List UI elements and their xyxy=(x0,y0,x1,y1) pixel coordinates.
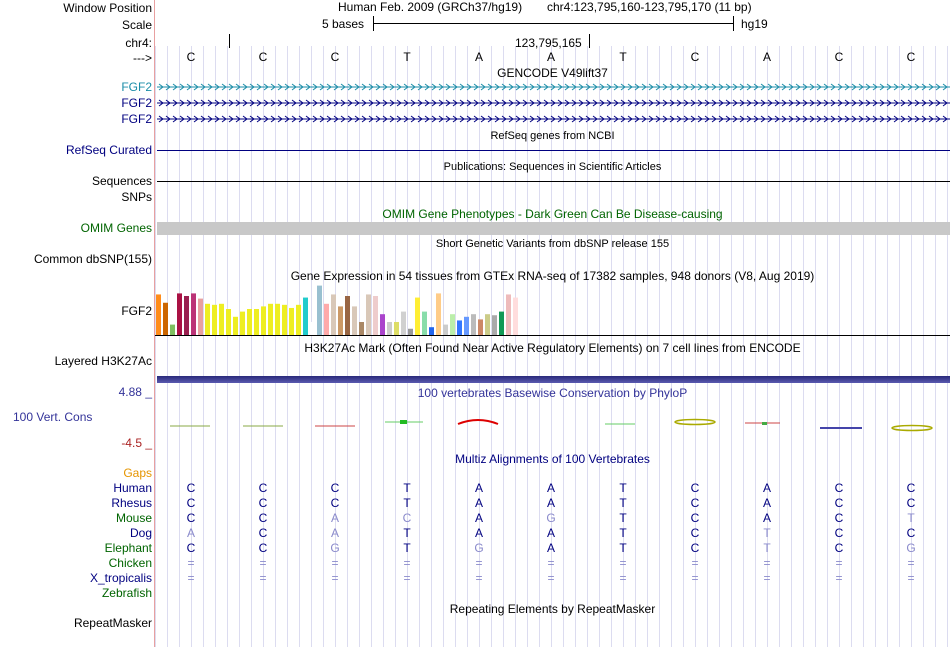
gtex-tissue-bar[interactable] xyxy=(156,294,161,335)
alignment-base: G xyxy=(474,541,484,555)
gtex-tissue-bar[interactable] xyxy=(436,293,441,335)
gtex-tissue-bar[interactable] xyxy=(219,304,224,335)
gtex-tissue-bar[interactable] xyxy=(513,298,518,335)
scale-bar-right-tick xyxy=(733,16,734,31)
gtex-tissue-bar[interactable] xyxy=(499,312,504,335)
reference-base: T xyxy=(619,50,627,64)
gtex-tissue-bar[interactable] xyxy=(170,325,175,335)
scale-bar-left-tick xyxy=(373,16,374,31)
alignment-base: = xyxy=(547,556,555,570)
species-label-zebrafish[interactable]: Zebrafish xyxy=(101,586,152,600)
reference-base: A xyxy=(474,50,483,64)
gtex-tissue-bar[interactable] xyxy=(394,322,399,335)
alignment-base: T xyxy=(763,526,771,540)
gtex-tissue-bar[interactable] xyxy=(485,314,490,335)
h3k27ac-title: H3K27Ac Mark (Often Found Near Active Regulatory Elements) on 7 cell lines from ENCODE xyxy=(304,341,801,355)
gtex-tissue-bar[interactable] xyxy=(198,299,203,335)
alignment-base: T xyxy=(619,481,627,495)
region-text: chr4:123,795,160-123,795,170 (11 bp) xyxy=(547,0,752,14)
window-position-label: Window Position xyxy=(63,1,152,15)
species-label-x_tropicalis[interactable]: X_tropicalis xyxy=(89,571,152,585)
alignment-base: C xyxy=(258,481,268,495)
reference-base: C xyxy=(258,50,268,64)
alignment-base: A xyxy=(474,526,483,540)
phylop-title: 100 vertebrates Basewise Conservation by PhyloP xyxy=(417,386,688,400)
gtex-tissue-bar[interactable] xyxy=(338,306,343,335)
alignment-base: A xyxy=(546,481,555,495)
alignment-base: = xyxy=(619,571,627,585)
gencode-label-1[interactable]: FGF2 xyxy=(121,80,152,94)
gtex-tissue-bar[interactable] xyxy=(366,294,371,335)
species-label-dog[interactable]: Dog xyxy=(129,526,152,540)
gtex-tissue-bar[interactable] xyxy=(380,314,385,335)
omim-title: OMIM Gene Phenotypes - Dark Green Can Be Disease-causing xyxy=(382,207,723,221)
alignment-base: T xyxy=(619,496,627,510)
phylop-min-label: -4.5 _ xyxy=(121,436,152,450)
alignment-base: = xyxy=(691,571,699,585)
alignment-base: T xyxy=(619,511,627,525)
gtex-tissue-bar[interactable] xyxy=(429,327,434,335)
gtex-tissue-bar[interactable] xyxy=(191,293,196,335)
alignment-base: A xyxy=(546,496,555,510)
phylop-max-label: 4.88 _ xyxy=(118,385,152,399)
gtex-tissue-bar[interactable] xyxy=(233,317,238,335)
gtex-tissue-bar[interactable] xyxy=(240,312,245,335)
gtex-tissue-bar[interactable] xyxy=(275,304,280,335)
reference-base: C xyxy=(330,50,340,64)
repeatmasker-label[interactable]: RepeatMasker xyxy=(73,616,152,630)
alignment-base: A xyxy=(762,481,771,495)
reference-base: C xyxy=(690,50,700,64)
alignment-base: T xyxy=(907,511,915,525)
phylop-signal[interactable] xyxy=(155,410,950,440)
gtex-tissue-bar[interactable] xyxy=(331,294,336,335)
refseq-title: RefSeq genes from NCBI xyxy=(490,130,615,142)
gtex-tissue-bar[interactable] xyxy=(345,296,350,335)
gencode-title: GENCODE V49lift37 xyxy=(497,66,608,80)
gtex-tissue-bar[interactable] xyxy=(373,296,378,335)
alignment-base: = xyxy=(907,556,915,570)
dbsnp-title: Short Genetic Variants from dbSNP release 155 xyxy=(435,238,670,250)
species-label-elephant[interactable]: Elephant xyxy=(104,541,152,555)
alignment-base: = xyxy=(403,571,411,585)
refseq-feature[interactable] xyxy=(157,150,950,151)
alignment-base: C xyxy=(258,496,268,510)
alignment-base: = xyxy=(187,571,195,585)
alignment-base: A xyxy=(546,526,555,540)
alignment-base: C xyxy=(834,526,844,540)
omim-label[interactable]: OMIM Genes xyxy=(80,221,152,235)
gtex-tissue-bar[interactable] xyxy=(478,319,483,335)
refseq-label[interactable]: RefSeq Curated xyxy=(65,143,152,157)
alignment-base: = xyxy=(331,556,339,570)
alignment-base: A xyxy=(186,526,195,540)
alignment-base: C xyxy=(330,481,340,495)
gtex-tissue-bar[interactable] xyxy=(247,309,252,335)
gtex-tissue-bar[interactable] xyxy=(310,322,315,335)
alignment-base: = xyxy=(691,556,699,570)
alignment-base: T xyxy=(763,541,771,555)
publications-feature[interactable] xyxy=(157,181,950,182)
gtex-baseline xyxy=(155,335,950,336)
repeatmasker-title: Repeating Elements by RepeatMasker xyxy=(449,602,656,616)
assembly-text: Human Feb. 2009 (GRCh37/hg19) xyxy=(338,0,523,14)
alignment-base: A xyxy=(330,526,339,540)
alignment-base: T xyxy=(403,526,411,540)
gtex-tissue-bar[interactable] xyxy=(261,306,266,335)
alignment-base: C xyxy=(186,541,196,555)
gencode-transcript-1[interactable] xyxy=(157,83,950,91)
alignment-base: T xyxy=(403,541,411,555)
alignment-base: = xyxy=(835,556,843,570)
alignment-base: A xyxy=(474,496,483,510)
gencode-transcript-2[interactable] xyxy=(157,99,950,107)
gencode-label-2[interactable]: FGF2 xyxy=(121,96,152,110)
gtex-tissue-bar[interactable] xyxy=(401,312,406,335)
alignment-base: C xyxy=(906,496,916,510)
alignment-base: C xyxy=(834,496,844,510)
alignment-base: T xyxy=(619,526,627,540)
reference-base: C xyxy=(906,50,916,64)
scale-label: Scale xyxy=(121,18,152,32)
gtex-tissue-bar[interactable] xyxy=(324,304,329,335)
alignment-base: G xyxy=(546,511,556,525)
gtex-tissue-bar[interactable] xyxy=(492,315,497,335)
alignment-base: = xyxy=(763,556,771,570)
alignment-base: C xyxy=(834,511,844,525)
alignment-base: C xyxy=(258,526,268,540)
alignment-base: C xyxy=(186,481,196,495)
alignment-base: = xyxy=(835,571,843,585)
gtex-tissue-bar[interactable] xyxy=(471,314,476,335)
gaps-label: Gaps xyxy=(123,466,152,480)
gtex-tissue-bar[interactable] xyxy=(205,304,210,335)
alignment-base: = xyxy=(331,571,339,585)
chrom-label: chr4: xyxy=(125,36,152,50)
alignment-base: C xyxy=(906,526,916,540)
alignment-base: = xyxy=(475,556,483,570)
alignment-base: = xyxy=(547,571,555,585)
phylop-label[interactable]: 100 Vert. Cons xyxy=(13,410,93,424)
gtex-tissue-bar[interactable] xyxy=(464,317,469,335)
alignment-base: G xyxy=(330,541,340,555)
species-label-mouse[interactable]: Mouse xyxy=(115,511,152,525)
alignment-base: G xyxy=(906,541,916,555)
species-label-human[interactable]: Human xyxy=(113,481,152,495)
gencode-label-3[interactable]: FGF2 xyxy=(121,112,152,126)
gtex-tissue-bar[interactable] xyxy=(317,286,322,335)
species-label-rhesus[interactable]: Rhesus xyxy=(111,496,152,510)
alignment-base: C xyxy=(402,511,412,525)
gtex-bar-chart[interactable] xyxy=(155,282,535,336)
gtex-tissue-bar[interactable] xyxy=(352,306,357,335)
alignment-base: T xyxy=(403,496,411,510)
gtex-tissue-bar[interactable] xyxy=(415,298,420,335)
position-tick-mark xyxy=(589,34,590,48)
gtex-tissue-bar[interactable] xyxy=(184,296,189,335)
dbsnp-label[interactable]: Common dbSNP(155) xyxy=(33,252,152,266)
publications-label[interactable]: Sequences xyxy=(91,174,152,188)
alignment-base: A xyxy=(474,511,483,525)
track-labels xyxy=(0,0,154,647)
alignment-base: C xyxy=(906,481,916,495)
gtex-tissue-bar[interactable] xyxy=(506,294,511,335)
gencode-transcript-3[interactable] xyxy=(157,115,950,123)
alignment-base: = xyxy=(475,571,483,585)
gtex-label[interactable]: FGF2 xyxy=(121,304,152,318)
gtex-tissue-bar[interactable] xyxy=(387,322,392,335)
alignment-base: A xyxy=(474,481,483,495)
h3k27ac-signal-bar[interactable] xyxy=(157,376,950,383)
alignment-base: = xyxy=(763,571,771,585)
gtex-tissue-bar[interactable] xyxy=(457,320,462,335)
alignment-base: = xyxy=(259,556,267,570)
db-text: hg19 xyxy=(741,17,768,31)
alignment-base: A xyxy=(762,511,771,525)
scale-text: 5 bases xyxy=(322,17,365,31)
alignment-base: C xyxy=(834,481,844,495)
alignment-base: A xyxy=(762,496,771,510)
alignment-base: C xyxy=(690,496,700,510)
alignment-base: C xyxy=(186,496,196,510)
alignment-base: C xyxy=(690,481,700,495)
gtex-tissue-bar[interactable] xyxy=(268,304,273,335)
alignment-base: C xyxy=(834,541,844,555)
alignment-base: T xyxy=(403,481,411,495)
alignment-base: T xyxy=(619,541,627,555)
gtex-tissue-bar[interactable] xyxy=(163,303,168,335)
gtex-tissue-bar[interactable] xyxy=(212,305,217,335)
alignment-base: = xyxy=(907,571,915,585)
alignment-base: A xyxy=(330,511,339,525)
gtex-tissue-bar[interactable] xyxy=(177,293,182,335)
gtex-tissue-bar[interactable] xyxy=(296,305,301,335)
alignment-base: = xyxy=(187,556,195,570)
gtex-tissue-bar[interactable] xyxy=(422,312,427,335)
alignment-base: C xyxy=(690,541,700,555)
reference-base: A xyxy=(546,50,555,64)
gtex-tissue-bar[interactable] xyxy=(289,308,294,335)
position-tick-left xyxy=(229,34,230,48)
h3k27ac-label[interactable]: Layered H3K27Ac xyxy=(54,354,152,368)
gtex-tissue-bar[interactable] xyxy=(450,314,455,335)
alignment-base: C xyxy=(330,496,340,510)
alignment-base: C xyxy=(258,511,268,525)
reference-base: A xyxy=(762,50,771,64)
alignment-base: A xyxy=(546,541,555,555)
snps-label[interactable]: SNPs xyxy=(121,190,152,204)
omim-feature-bar[interactable] xyxy=(157,222,950,235)
alignment-base: C xyxy=(186,511,196,525)
alignment-base: C xyxy=(690,526,700,540)
gtex-tissue-bar[interactable] xyxy=(282,305,287,335)
alignment-base: = xyxy=(403,556,411,570)
gtex-tissue-bar[interactable] xyxy=(254,309,259,335)
gtex-title: Gene Expression in 54 tissues from GTEx RNA-seq of 17382 samples, 948 donors (V8, Aug 2019) xyxy=(290,269,815,283)
position-tick-label: 123,795,165 xyxy=(515,36,582,50)
alignment-base: C xyxy=(690,511,700,525)
gtex-tissue-bar[interactable] xyxy=(303,298,308,335)
scale-bar xyxy=(373,23,733,24)
alignment-base: = xyxy=(259,571,267,585)
multiz-title: Multiz Alignments of 100 Vertebrates xyxy=(455,452,650,466)
strand-label: ---> xyxy=(133,51,152,65)
reference-base: C xyxy=(186,50,196,64)
reference-base: C xyxy=(834,50,844,64)
alignment-base: = xyxy=(619,556,627,570)
publications-title: Publications: Sequences in Scientific Articles xyxy=(443,161,662,173)
alignment-base: C xyxy=(258,541,268,555)
reference-base: T xyxy=(403,50,411,64)
gtex-tissue-bar[interactable] xyxy=(359,322,364,335)
gtex-tissue-bar[interactable] xyxy=(226,309,231,335)
gtex-tissue-bar[interactable] xyxy=(443,325,448,335)
species-label-chicken[interactable]: Chicken xyxy=(108,556,152,570)
